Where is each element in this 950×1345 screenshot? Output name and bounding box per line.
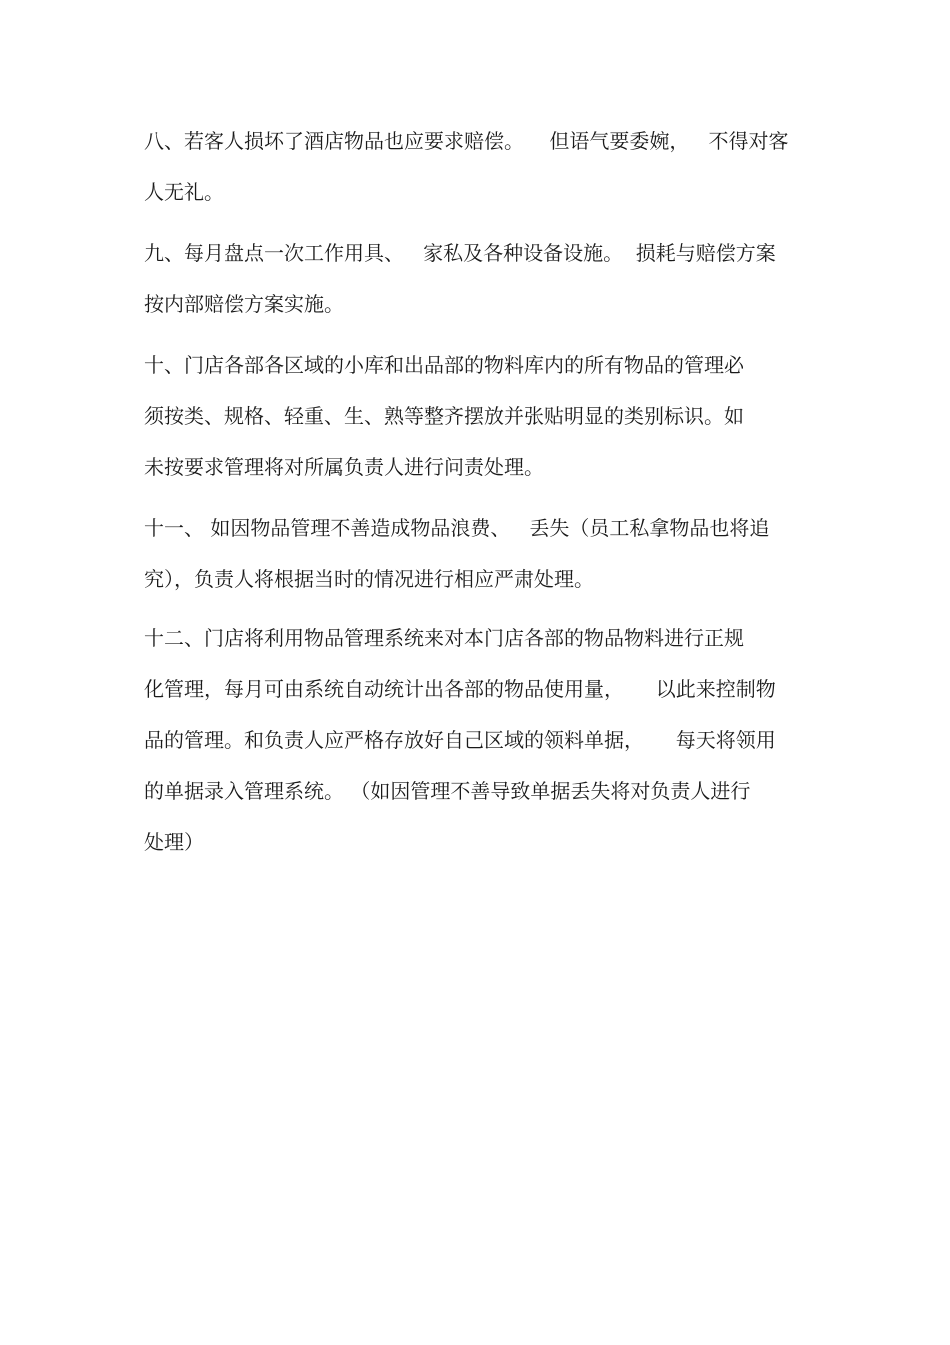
paragraph-line: 化管理，每月可由系统自动统计出各部的物品使用量， 以此来控制物 — [144, 677, 776, 701]
paragraph-line: 究），负责人将根据当时的情况进行相应严肃处理。 — [144, 567, 594, 591]
paragraph-line: 十、门店各部各区域的小库和出品部的物料库内的所有物品的管理必 — [144, 353, 744, 377]
paragraph-line: 须按类、规格、轻重、生、熟等整齐摆放并张贴明显的类别标识。如 — [144, 404, 744, 428]
paragraph-line: 八、若客人损坏了酒店物品也应要求赔偿。 但语气要委婉， 不得对客 — [144, 129, 789, 153]
paragraph-item-12 — [144, 613, 814, 868]
paragraph-line: 十一、 如因物品管理不善造成物品浪费、 丢失（员工私拿物品也将追 — [144, 516, 770, 540]
paragraph-line: 处理） — [144, 830, 204, 854]
paragraph-line: 未按要求管理将对所属负责人进行问责处理。 — [144, 455, 544, 479]
paragraph-item-9 — [144, 228, 814, 330]
paragraph-item-10 — [144, 340, 814, 493]
paragraph-line: 人无礼。 — [144, 180, 224, 204]
paragraph-line: 九、每月盘点一次工作用具、 家私及各种设备设施。 损耗与赔偿方案 — [144, 241, 776, 265]
paragraph-line: 按内部赔偿方案实施。 — [144, 292, 344, 316]
paragraph-item-11 — [144, 503, 814, 605]
paragraph-line: 的单据录入管理系统。 （如因管理不善导致单据丢失将对负责人进行 — [144, 779, 751, 803]
paragraph-line: 品的管理。和负责人应严格存放好自己区域的领料单据， 每天将领用 — [144, 728, 776, 752]
paragraph-item-8 — [144, 116, 814, 218]
paragraph-line: 十二、门店将利用物品管理系统来对本门店各部的物品物料进行正规 — [144, 626, 744, 650]
